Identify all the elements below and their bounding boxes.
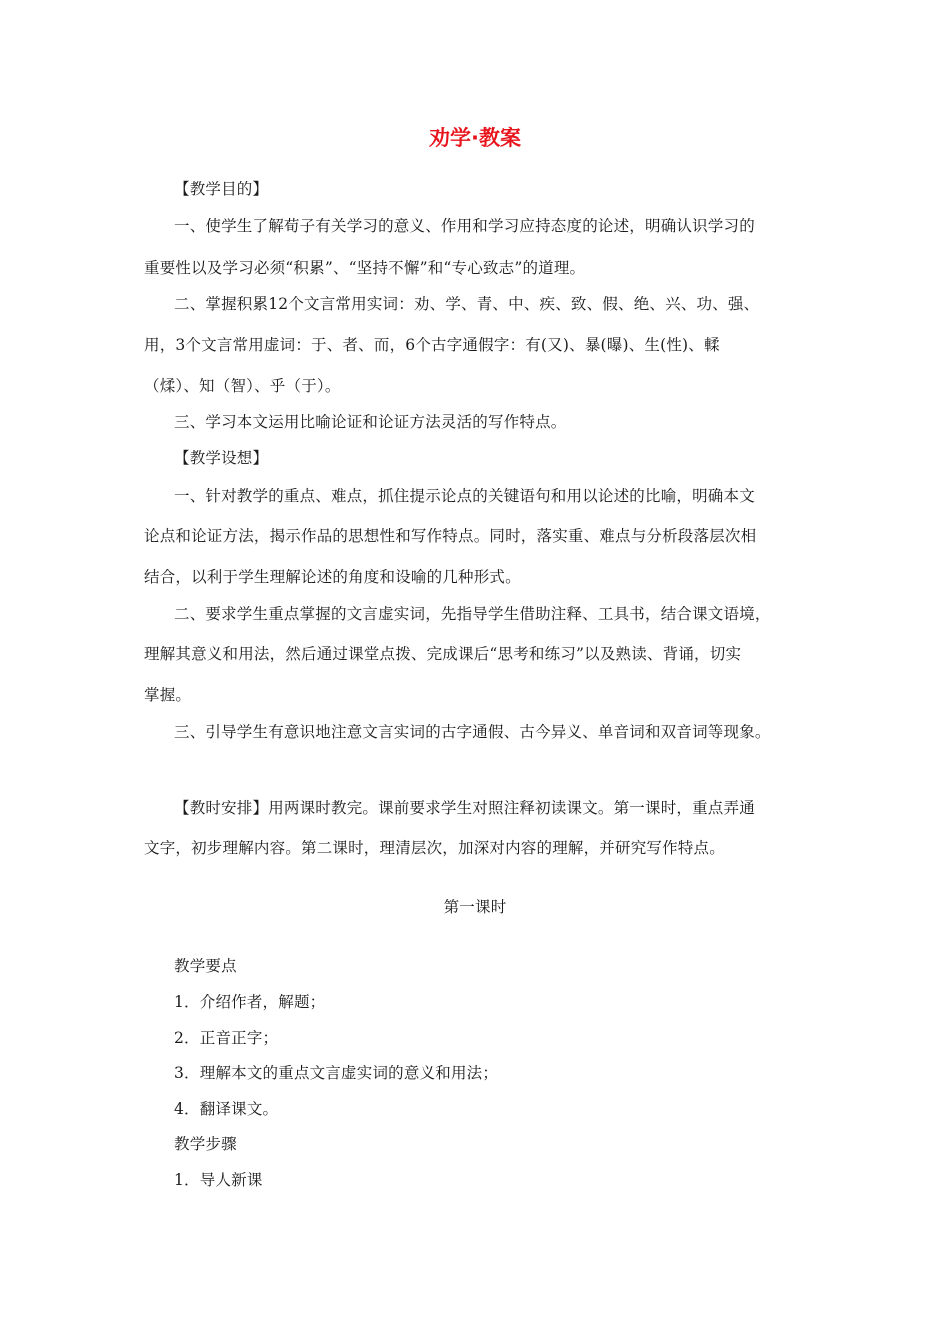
list-item: 1．介绍作者，解题； xyxy=(174,993,326,1011)
paragraph-line: （煣）、知（智）、乎（于）。 xyxy=(144,377,341,395)
paragraph-line: 理解其意义和用法，然后通过课堂点拨、完成课后“思考和练习”以及熟读、背诵，切实 xyxy=(144,645,742,663)
objectives-heading: 【教学目的】 xyxy=(174,180,269,198)
paragraph-line: 一、使学生了解荀子有关学习的意义、作用和学习应持态度的论述，明确认识学习的 xyxy=(174,217,755,235)
paragraph-line: 【教时安排】用两课时教完。课前要求学生对照注释初读课文。第一课时，重点弄通 xyxy=(174,799,755,817)
paragraph-line: 一、针对教学的重点、难点，抓住提示论点的关键语句和用以论述的比喻，明确本文 xyxy=(174,487,755,505)
paragraph-line: 二、掌握积累12个文言常用实词：劝、学、青、中、疾、致、假、绝、兴、功、强、 xyxy=(174,295,760,313)
paragraph-line: 用，3个文言常用虚词：于、者、而，6个古字通假字：有(又)、暴(曝)、生(性)、輮 xyxy=(144,336,720,354)
paragraph-line: 结合，以利于学生理解论述的角度和设喻的几种形式。 xyxy=(144,568,521,586)
paragraph-line: 文字，初步理解内容。第二课时，理清层次，加深对内容的理解，并研究写作特点。 xyxy=(144,839,725,857)
list-item: 4．翻译课文。 xyxy=(174,1100,279,1118)
list-item: 1．导人新课 xyxy=(174,1171,263,1189)
paragraph-line: 二、要求学生重点掌握的文言虚实词，先指导学生借助注释、工具书，结合课文语境， xyxy=(174,605,771,623)
paragraph-line: 三、引导学生有意识地注意文言实词的古字通假、古今异义、单音词和双音词等现象。 xyxy=(174,723,771,741)
paragraph-line: 论点和论证方法，揭示作品的思想性和写作特点。同时，落实重、难点与分析段落层次相 xyxy=(144,527,757,545)
page-title: 劝学·教案 xyxy=(429,126,521,150)
list-item: 2．正音正字； xyxy=(174,1029,279,1047)
paragraph-line: 重要性以及学习必须“积累”、“坚持不懈”和“专心致志”的道理。 xyxy=(144,259,586,277)
list-item: 3．理解本文的重点文言虚实词的意义和用法； xyxy=(174,1064,499,1082)
subheading: 教学步骤 xyxy=(174,1135,237,1153)
design-heading: 【教学设想】 xyxy=(174,449,269,467)
paragraph-line: 掌握。 xyxy=(144,686,192,704)
paragraph-line: 三、学习本文运用比喻论证和论证方法灵活的写作特点。 xyxy=(174,413,567,431)
subheading: 教学要点 xyxy=(174,957,237,975)
section-heading: 第一课时 xyxy=(443,898,507,916)
